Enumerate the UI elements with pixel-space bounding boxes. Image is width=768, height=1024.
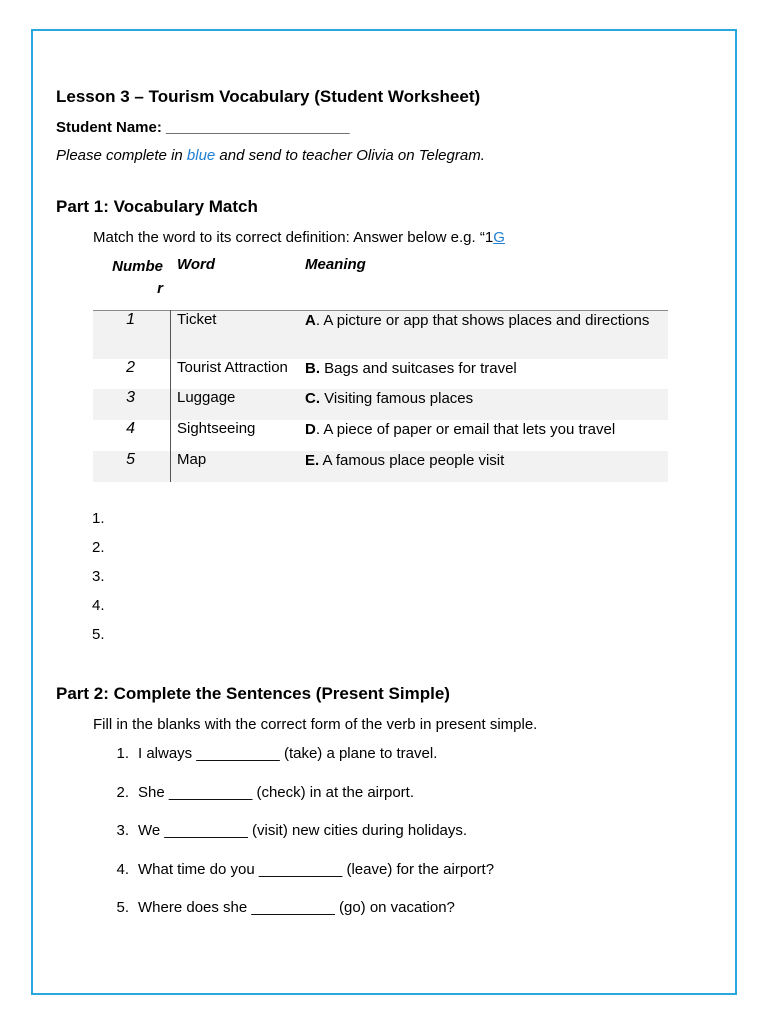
- row-number: 4: [126, 420, 135, 437]
- row-meaning: [305, 420, 655, 439]
- student-name-row: [56, 119, 350, 136]
- instructions-after: and send to teacher Olivia on Telegram.: [215, 147, 485, 164]
- row-meaning-text: . A piece of paper or email that lets you travel: [315, 421, 616, 438]
- part2-instruction: Fill in the blanks with the correct form of the verb in present simple.: [93, 716, 538, 733]
- worksheet-title: Lesson 3 – Tourism Vocabulary (Student Worksheet): [56, 87, 481, 106]
- part1-heading: Part 1: Vocabulary Match: [56, 197, 258, 216]
- table-column-divider: [170, 310, 171, 482]
- sentence-text[interactable]: I always __________ (take) a plane to travel.: [138, 745, 438, 762]
- table-row: [93, 359, 668, 389]
- instructions-before: Please complete in: [56, 147, 187, 164]
- header-number-line1: Numbe: [112, 258, 163, 275]
- sentence-text[interactable]: We __________ (visit) new cities during holidays.: [138, 822, 468, 839]
- row-word: Ticket: [177, 311, 217, 328]
- table-row: [93, 389, 668, 420]
- row-meaning-text: A famous place people visit: [319, 452, 505, 469]
- sentence-number: 2.: [116, 784, 129, 801]
- row-word: Luggage: [177, 389, 236, 406]
- row-meaning: [305, 359, 655, 378]
- row-number: 1: [126, 311, 135, 328]
- page-border: [31, 29, 737, 995]
- header-word: Word: [177, 256, 216, 273]
- row-number: 3: [126, 389, 135, 406]
- part1-instruction-text: Match the word to its correct definition: Answer below e.g. “1: [93, 229, 494, 246]
- sentence-number: 5.: [116, 899, 129, 916]
- row-word: Map: [177, 451, 207, 468]
- row-word: Sightseeing: [177, 420, 256, 437]
- row-letter: E.: [305, 452, 320, 469]
- student-name-blank[interactable]: ______________________: [166, 119, 350, 136]
- sentence-number: 1.: [116, 745, 129, 762]
- row-meaning-text: Visiting famous places: [320, 390, 474, 407]
- row-meaning-text: Bags and suitcases for travel: [320, 360, 517, 377]
- part1-instruction: [93, 229, 505, 246]
- student-name-label: Student Name:: [56, 119, 162, 136]
- row-letter: C.: [305, 390, 320, 407]
- row-meaning: [305, 451, 655, 470]
- row-letter: D: [305, 421, 316, 438]
- row-meaning-text: . A picture or app that shows places and directions: [315, 312, 650, 329]
- answer-line-3[interactable]: 3.: [92, 568, 105, 585]
- row-number: 5: [126, 451, 135, 468]
- table-row: [93, 420, 668, 451]
- row-number: 2: [126, 359, 135, 376]
- header-meaning: Meaning: [305, 256, 366, 273]
- row-meaning: [305, 389, 655, 408]
- instructions-blue-word: blue: [186, 147, 216, 164]
- table-row: [93, 311, 668, 359]
- sentence-text[interactable]: What time do you __________ (leave) for the airport?: [138, 861, 495, 878]
- row-letter: B.: [305, 360, 320, 377]
- header-number-line2: r: [157, 280, 163, 297]
- row-word: Tourist Attraction: [177, 359, 288, 376]
- answer-line-2[interactable]: 2.: [92, 539, 105, 556]
- sentence-text[interactable]: She __________ (check) in at the airport.: [138, 784, 415, 801]
- sentence-text[interactable]: Where does she __________ (go) on vacation?: [138, 899, 455, 916]
- answer-line-5[interactable]: 5.: [92, 626, 105, 643]
- row-meaning: [305, 311, 655, 330]
- answer-line-4[interactable]: 4.: [92, 597, 105, 614]
- row-letter: A: [305, 312, 316, 329]
- part1-instruction-link[interactable]: G: [493, 229, 505, 246]
- table-row: [93, 451, 668, 482]
- worksheet-instructions: [56, 147, 485, 164]
- part2-heading: Part 2: Complete the Sentences (Present Simple): [56, 684, 450, 703]
- answer-line-1[interactable]: 1.: [92, 510, 105, 527]
- header-number: [93, 256, 163, 300]
- sentence-number: 3.: [116, 822, 129, 839]
- sentence-number: 4.: [116, 861, 129, 878]
